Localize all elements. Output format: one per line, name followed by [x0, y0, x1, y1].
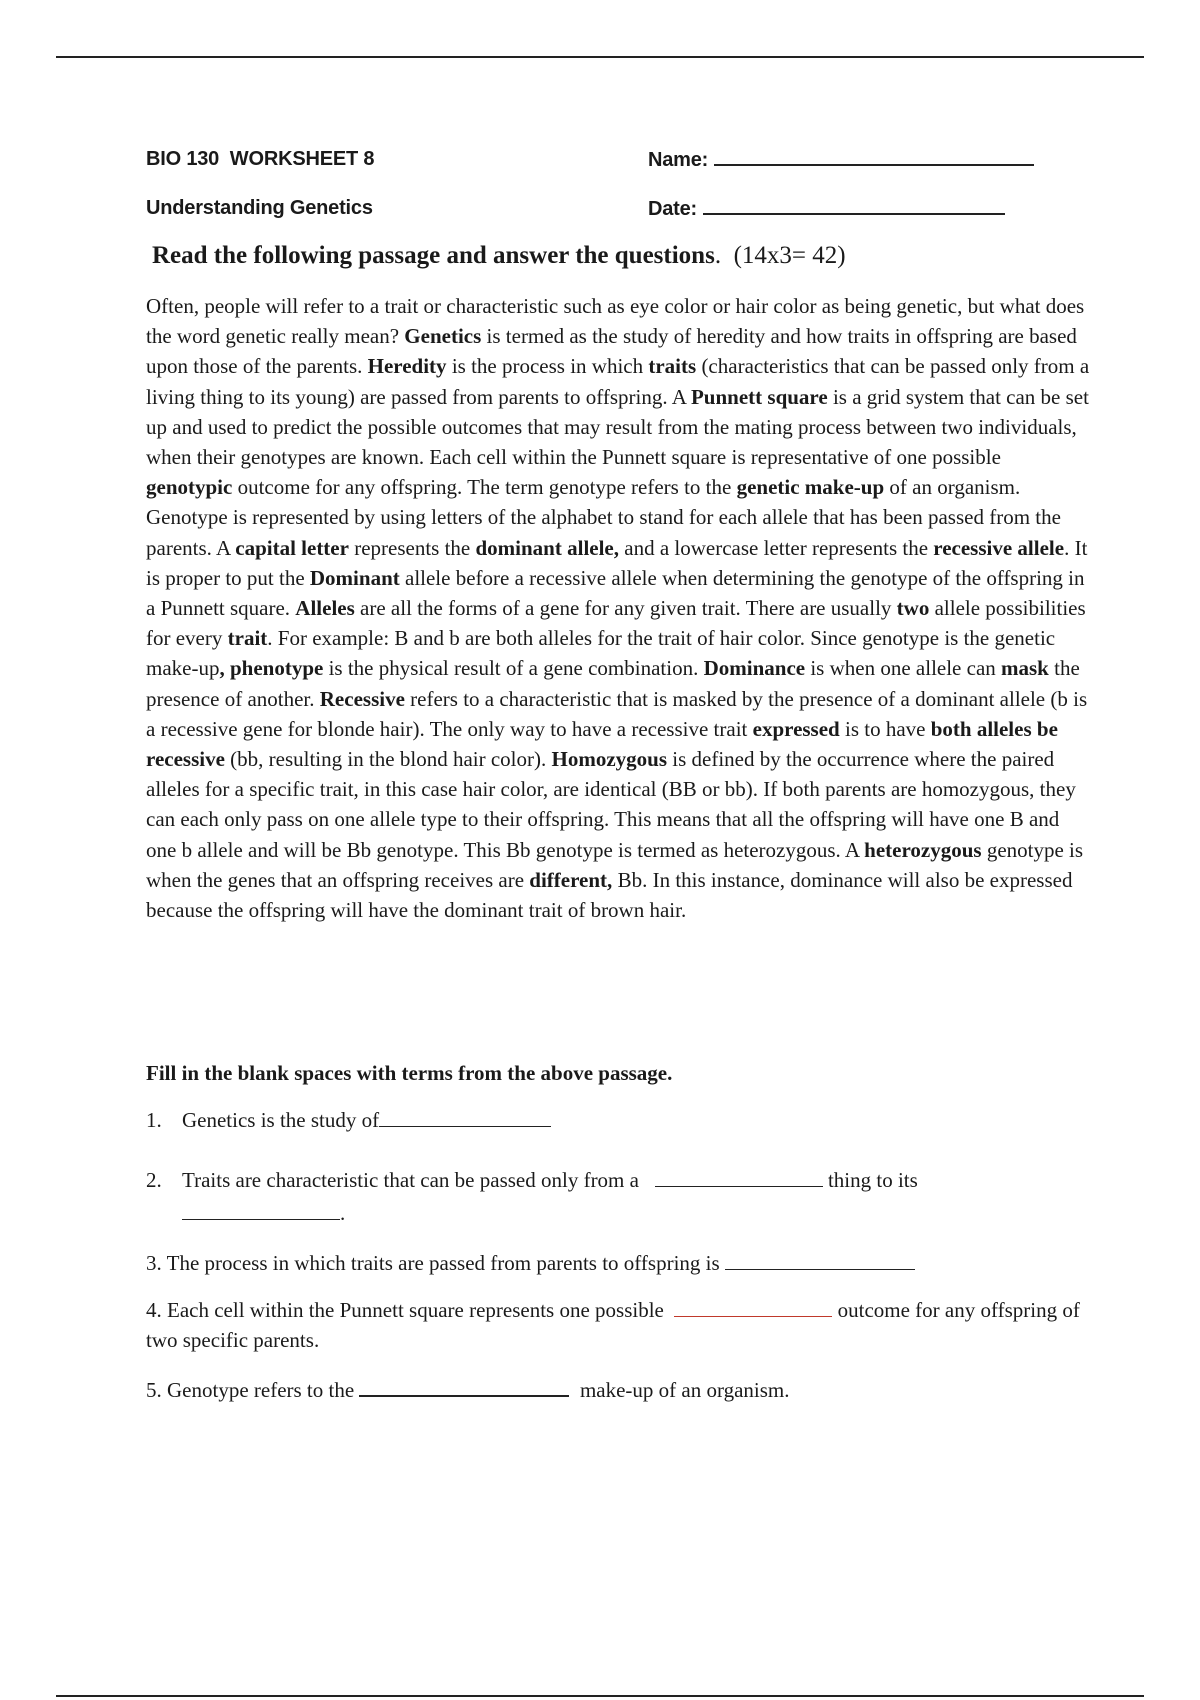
- top-rule: [56, 56, 1144, 58]
- question-2-text-b: thing to its: [827, 1168, 918, 1192]
- fill-in-heading: Fill in the blank spaces with terms from the above passage.: [146, 1061, 673, 1085]
- date-blank[interactable]: [703, 197, 1005, 215]
- question-5: [146, 1375, 1090, 1405]
- question-2-blank-2[interactable]: [182, 1201, 340, 1220]
- name-label: Name:: [648, 149, 709, 171]
- instructions-text: Read the following passage and answer the questions: [152, 242, 715, 269]
- question-2-text-a: Traits are characteristic that can be passed only from a: [182, 1168, 639, 1192]
- question-1: [146, 1105, 1090, 1135]
- question-2: [146, 1165, 1090, 1195]
- question-1-number: 1.: [146, 1108, 162, 1132]
- worksheet-subtitle: Understanding Genetics: [146, 197, 373, 219]
- question-5-text-a: 5. Genotype refers to the: [146, 1378, 355, 1402]
- date-field[interactable]: [648, 197, 1005, 221]
- question-2-continued: .: [182, 1198, 1126, 1228]
- question-1-blank[interactable]: [379, 1108, 551, 1127]
- question-3-text: 3. The process in which traits are passed from parents to offspring is: [146, 1251, 720, 1275]
- question-4-text-a: 4. Each cell within the Punnett square represents one possible: [146, 1298, 664, 1322]
- question-5-text-b: make-up of an organism.: [579, 1378, 790, 1402]
- date-label: Date:: [648, 198, 698, 220]
- reading-passage: Often, people will refer to a trait or characteristic such as eye color or hair color as being genetic, but what does the word genetic really mean? Genetics is termed as the study of heredity and how traits in offspring are based upon those of the parents. Heredity is the process in which traits (characteristics that can be passed only from a living thing to its young) are passed from parents to offspring. A Punnett square is a grid system that can be set up and used to predict the possible outcomes that may result from the mating process between two individuals, when their genotypes are known. Each cell within the Punnett square is representative of one possible genotypic outcome for any offspring. The term genotype refers to the genetic make-up of an organism. Genotype is represented by using letters of the alphabet to stand for each allele that has been passed from the parents. A capital letter represents the dominant allele, and a lowercase letter represents the recessive allele. It is proper to put the Dominant allele before a recessive allele when determining the genotype of the offspring in a Punnett square. Alleles are all the forms of a gene for any given trait. There are usually two allele possibilities for every trait. For example: B and b are both alleles for the trait of hair color. Since genotype is the genetic make-up, phenotype is the physical result of a gene combination. Dominance is when one allele can mask the presence of another. Recessive refers to a characteristic that is masked by the presence of a dominant allele (b is a recessive gene for blonde hair). The only way to have a recessive trait expressed is to have both alleles be recessive (bb, resulting in the blond hair color). Homozygous is defined by the occurrence where the paired alleles for a specific trait, in this case hair color, are identical (BB or bb). If both parents are homozygous, they can each only pass on one allele type to their offspring. This means that all the offspring will have one B and one b allele and will be Bb genotype. This Bb genotype is termed as heterozygous. A heterozygous genotype is when the genes that an offspring receives are different, Bb. In this instance, dominance will also be expressed because the offspring will have the dominant trait of brown hair.: [146, 294, 1090, 923]
- course-title: BIO 130 WORKSHEET 8: [146, 148, 375, 170]
- question-3: [146, 1248, 1090, 1278]
- question-4: [146, 1295, 1090, 1355]
- header-row-2: [146, 197, 1096, 227]
- points-value: (14x3= 42): [733, 242, 846, 269]
- question-4-text-b: outcome for any offspring of two specific parents.: [146, 1298, 1080, 1352]
- question-2-blank-1[interactable]: [655, 1168, 823, 1187]
- question-4-blank[interactable]: [674, 1298, 832, 1317]
- question-5-blank[interactable]: [359, 1377, 569, 1397]
- question-1-text: Genetics is the study of: [182, 1108, 380, 1132]
- question-2-number: 2.: [146, 1168, 162, 1192]
- bottom-rule: [56, 1695, 1144, 1697]
- instructions: Read the following passage and answer the questions. (14x3= 42): [152, 242, 846, 269]
- header-row-1: [146, 148, 1096, 178]
- question-3-blank[interactable]: [725, 1251, 915, 1270]
- name-blank[interactable]: [714, 148, 1034, 166]
- name-field[interactable]: [648, 148, 1034, 172]
